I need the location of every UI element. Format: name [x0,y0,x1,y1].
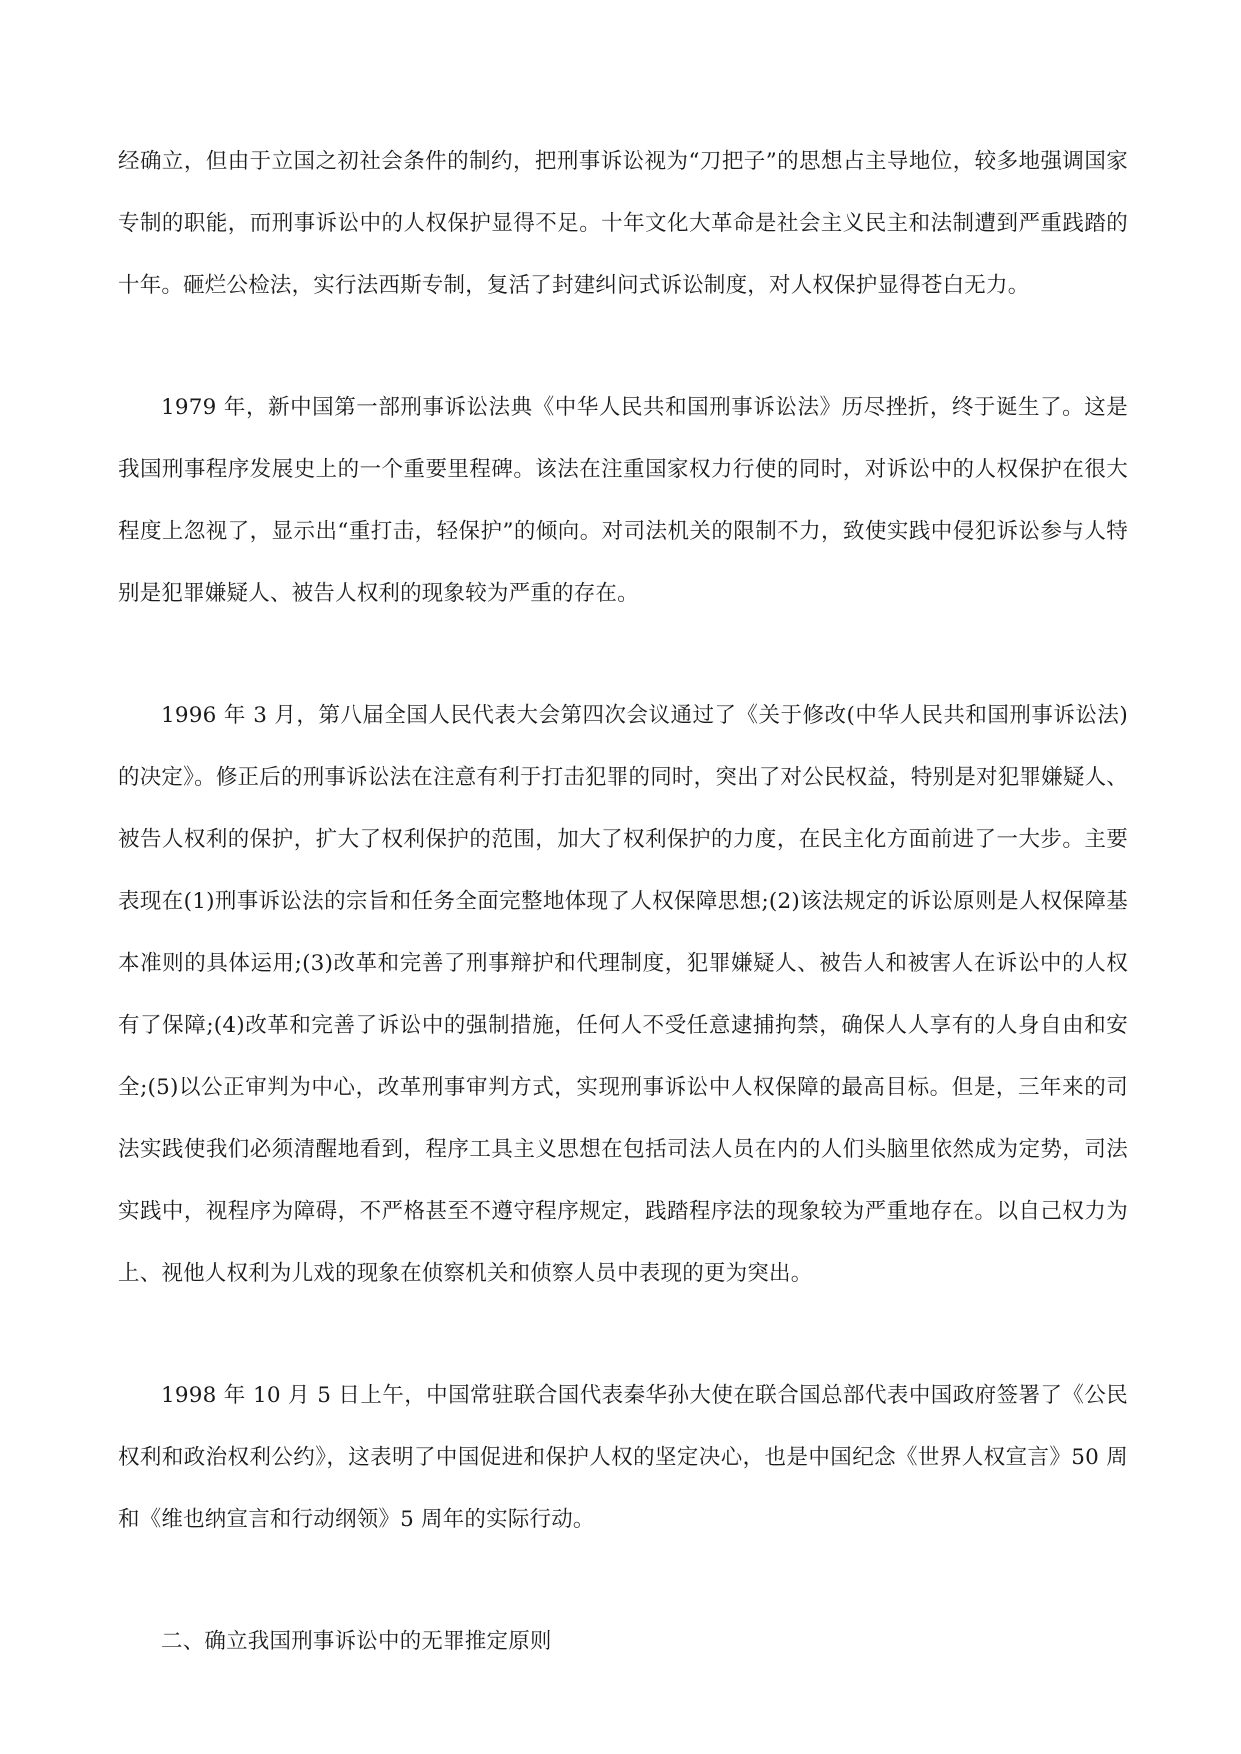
paragraph-continuation: 经确立，但由于立国之初社会条件的制约，把刑事诉讼视为“刀把子”的思想占主导地位，较多地强调国家专制的职能，而刑事诉讼中的人权保护显得不足。十年文化大革命是社会主义民主和法制遭到严重践踏的十年。砸烂公检法，实行法西斯专制，复活了封建纠问式诉讼制度，对人权保护显得苍白无力。 [118,149,1128,298]
paragraph-gap [118,1551,1128,1611]
paragraph-1996-amendment: 1996 年 3 月，第八届全国人民代表大会第四次会议通过了《关于修改(中华人民共和国刑事诉讼法)的决定》。修正后的刑事诉讼法在注意有利于打击犯罪的同时，突出了对公民权益，特别是对犯罪嫌疑人、被告人权利的保护，扩大了权利保护的范围，加大了权利保护的力度，在民主化方面前进了一大步。主要表现在(1)刑事诉讼法的宗旨和任务全面完整地体现了人权保障思想;(2)该法规定的诉讼原则是人权保障基本准则的具体运用;(3)改革和完善了刑事辩护和代理制度，犯罪嫌疑人、被告人和被害人在诉讼中的人权有了保障;(4)改革和完善了诉讼中的强制措施，任何人不受任意逮捕拘禁，确保人人享有的人身自由和安全;(5)以公正审判为中心，改革刑事审判方式，实现刑事诉讼中人权保障的最高目标。但是，三年来的司法实践使我们必须清醒地看到，程序工具主义思想在包括司法人员在内的人们头脑里依然成为定势，司法实践中，视程序为障碍，不严格甚至不遵守程序规定，践踏程序法的现象较为严重地存在。以自己权力为上、视他人权利为儿戏的现象在侦察机关和侦察人员中表现的更为突出。 [118,703,1128,1286]
paragraph-1998-covenant: 1998 年 10 月 5 日上午，中国常驻联合国代表秦华孙大使在联合国总部代表中国政府签署了《公民权利和政治权利公约》，这表明了中国促进和保护人权的坚定决心，也是中国纪念《世界人权宣言》50 周和《维也纳宣言和行动纲领》5 周年的实际行动。 [118,1383,1128,1532]
paragraph-1979-law: 1979 年，新中国第一部刑事诉讼法典《中华人民共和国刑事诉讼法》历尽挫折，终于诞生了。这是我国刑事程序发展史上的一个重要里程碑。该法在注重国家权力行使的同时，对诉讼中的人权保护在很大程度上忽视了，显示出“重打击，轻保护”的倾向。对司法机关的限制不力，致使实践中侵犯诉讼参与人特别是犯罪嫌疑人、被告人权利的现象较为严重的存在。 [118,395,1128,606]
section-heading: 二、确立我国刑事诉讼中的无罪推定原则 [161,1629,552,1654]
paragraph-gap [118,317,1128,377]
document-page [118,131,1128,1673]
paragraph-gap [118,1305,1128,1365]
paragraph-gap [118,625,1128,685]
